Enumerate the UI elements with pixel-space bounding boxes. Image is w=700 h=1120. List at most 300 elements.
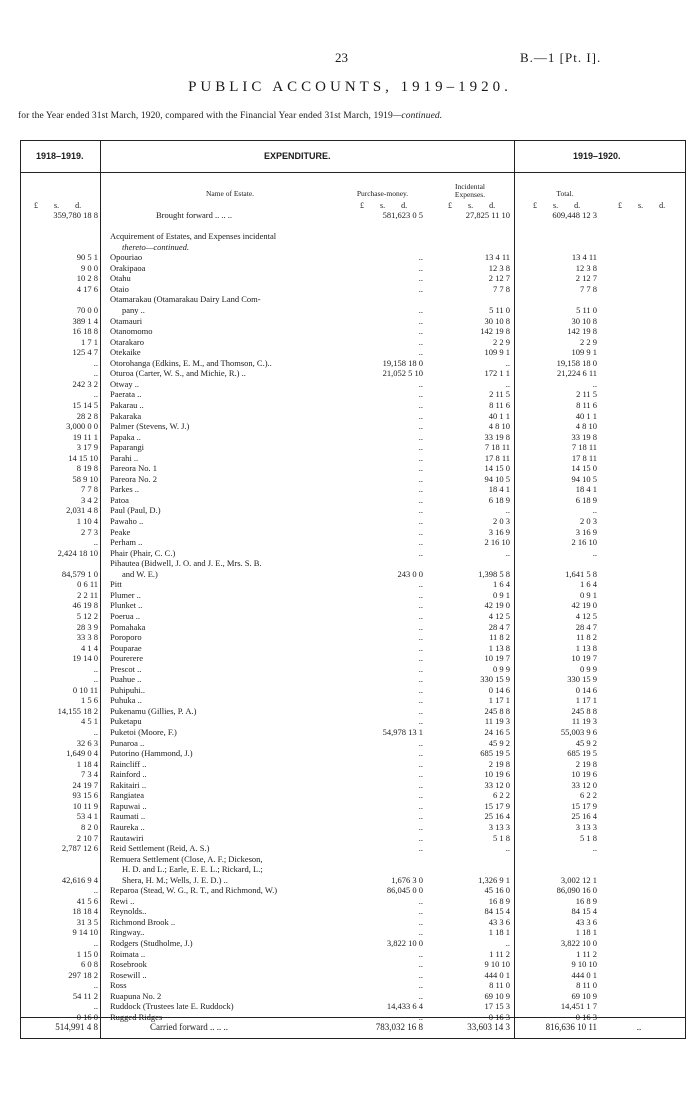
subtitle-text: for the Year ended 31st March, 1920, compared with the Financial Year ended 31st March, 1919 bbox=[18, 111, 393, 121]
cell-pm: .. bbox=[418, 273, 423, 284]
table-row bbox=[0, 790, 700, 801]
cell-pm: .. bbox=[418, 304, 423, 315]
cell-tot: 15 17 9 bbox=[571, 800, 597, 811]
cell-name: Rewi .. bbox=[110, 895, 135, 906]
cell-name: Poerua .. bbox=[110, 610, 140, 621]
table-row bbox=[0, 569, 700, 580]
cell-ie: 7 7 8 bbox=[493, 283, 510, 294]
cell-name: Rautawiri bbox=[110, 832, 144, 843]
cell-pm: 54,978 13 1 bbox=[382, 727, 423, 737]
cell-prev: 2,787 12 6 bbox=[61, 843, 98, 853]
cell-name: Perham .. bbox=[110, 537, 143, 547]
cell-name: Orakipaoa bbox=[110, 262, 146, 273]
table-row bbox=[0, 463, 700, 474]
cell-name: Punaroa .. bbox=[110, 737, 145, 748]
cell-ie: .. bbox=[505, 843, 510, 853]
table-row bbox=[0, 917, 700, 928]
cell-pm: .. bbox=[418, 895, 423, 906]
cell-name: Rugged Ridges bbox=[110, 1011, 163, 1022]
cell-ie: 45 9 2 bbox=[488, 737, 510, 748]
cell-pm: .. bbox=[418, 906, 423, 917]
table-row bbox=[0, 558, 700, 569]
table-row bbox=[0, 959, 700, 970]
cell-pm: .. bbox=[418, 663, 423, 674]
cell-pm: .. bbox=[418, 821, 423, 832]
cell-ie: 84 15 4 bbox=[484, 906, 510, 917]
cell-tot: 6 18 9 bbox=[575, 494, 597, 505]
table-row bbox=[0, 242, 700, 253]
table-row bbox=[0, 337, 700, 348]
cell-prev: 41 5 6 bbox=[76, 895, 98, 906]
table-row bbox=[0, 442, 700, 453]
cell-tot: 43 3 6 bbox=[575, 916, 597, 927]
cell-name: Plumer .. bbox=[110, 589, 141, 600]
table-row bbox=[0, 653, 700, 664]
cell-tot: 5 11 0 bbox=[576, 304, 597, 315]
cell-prev: 5 12 2 bbox=[76, 610, 98, 621]
cell-prev: 9 14 10 bbox=[72, 927, 98, 938]
table-row bbox=[0, 643, 700, 654]
page-number: 23 bbox=[335, 50, 348, 65]
table-row bbox=[0, 622, 700, 633]
cell-ie: 1 6 4 bbox=[493, 579, 510, 590]
cell-pm: .. bbox=[418, 537, 423, 547]
carried-prev: 514,991 4 8 bbox=[55, 1022, 98, 1032]
cell-pm: .. bbox=[418, 779, 423, 790]
cell-name: Otamauri bbox=[110, 315, 143, 326]
cell-name: Otaio bbox=[110, 283, 129, 294]
cell-prev: 4 1 4 bbox=[81, 642, 98, 653]
cell-ie: 0 9 9 bbox=[493, 663, 510, 674]
cell-name: Pihautea (Bidwell, J. O. and J. E., Mrs. S. B. bbox=[110, 558, 262, 569]
cell-pm: .. bbox=[418, 1011, 423, 1022]
cell-ie: 2 2 9 bbox=[493, 336, 510, 347]
subtitle-suffix: —continued. bbox=[392, 111, 443, 121]
cell-pm: .. bbox=[418, 758, 423, 769]
cell-ie: .. bbox=[505, 505, 510, 516]
cell-pm: .. bbox=[418, 927, 423, 938]
cell-pm: .. bbox=[418, 632, 423, 642]
cell-prev: 1 7 1 bbox=[81, 336, 98, 347]
cell-ie: 2 0 3 bbox=[493, 516, 510, 526]
table-row bbox=[0, 347, 700, 358]
cell-pm: .. bbox=[418, 336, 423, 347]
cell-tot: 40 1 1 bbox=[575, 410, 597, 421]
table-row bbox=[0, 885, 700, 896]
cell-name: Pomahaka bbox=[110, 621, 146, 632]
cell-name: Pourerere bbox=[110, 653, 144, 664]
cell-tot: 2 11 5 bbox=[576, 389, 597, 400]
table-row bbox=[0, 537, 700, 548]
table-row bbox=[0, 833, 700, 844]
cell-ie: 4 12 5 bbox=[488, 610, 510, 621]
cell-ie: 1 18 1 bbox=[488, 927, 510, 938]
cell-ie: 0 9 1 bbox=[493, 589, 510, 600]
cell-name: Poroporo bbox=[110, 632, 142, 642]
cell-pm: .. bbox=[418, 589, 423, 600]
cell-ie: 13 4 11 bbox=[484, 252, 510, 263]
cell-name: Oturoa (Carter, W. S., and Michie, R.) .. bbox=[110, 368, 246, 379]
cell-name: and W. E.) bbox=[122, 568, 158, 579]
cell-prev: .. bbox=[93, 368, 98, 379]
cell-pm: .. bbox=[418, 315, 423, 326]
cell-ie: 2 12 7 bbox=[488, 273, 510, 284]
cell-tot: 0 14 6 bbox=[575, 684, 597, 695]
cell-pm: .. bbox=[418, 494, 423, 505]
cell-prev: 9 0 0 bbox=[81, 262, 98, 273]
table-row bbox=[0, 949, 700, 960]
cell-ie: 172 1 1 bbox=[484, 368, 510, 379]
unit-prev: £ s. d. bbox=[34, 201, 82, 210]
table-row bbox=[0, 632, 700, 643]
cell-tot: .. bbox=[592, 843, 597, 853]
cell-ie: 42 19 0 bbox=[484, 600, 510, 611]
cell-tot: 1,641 5 8 bbox=[565, 568, 597, 579]
cell-pm: .. bbox=[418, 252, 423, 263]
cell-tot: 12 3 8 bbox=[575, 262, 597, 273]
table-row bbox=[0, 664, 700, 675]
cell-pm: .. bbox=[418, 262, 423, 273]
cell-ie: 28 4 7 bbox=[488, 621, 510, 632]
carried-current: .. bbox=[636, 1022, 642, 1032]
cell-tot: 7 18 11 bbox=[571, 442, 597, 453]
cell-name: Pakaraka bbox=[110, 410, 142, 421]
carried-incidental: 33,603 14 3 bbox=[467, 1022, 510, 1032]
cell-ie: 8 11 0 bbox=[489, 980, 510, 991]
cell-tot: 19,158 18 0 bbox=[556, 357, 597, 368]
cell-ie: 2 16 10 bbox=[484, 537, 510, 547]
table-row bbox=[0, 231, 700, 242]
carried-purchase: 783,032 16 8 bbox=[375, 1022, 423, 1032]
cell-name: Reid Settlement (Reid, A. S.) bbox=[110, 843, 210, 853]
cell-name: Otarakaro bbox=[110, 336, 144, 347]
cell-ie: 5 11 0 bbox=[489, 304, 510, 315]
table-row bbox=[0, 453, 700, 464]
cell-pm: 3,822 10 0 bbox=[386, 938, 423, 948]
table-row bbox=[0, 305, 700, 316]
cell-pm: .. bbox=[418, 642, 423, 653]
cell-name: Palmer (Stevens, W. J.) bbox=[110, 421, 190, 431]
cell-name: Rosewill .. bbox=[110, 969, 147, 980]
cell-tot: 7 7 8 bbox=[580, 283, 597, 294]
table-row bbox=[0, 421, 700, 432]
cell-name: Otahu bbox=[110, 273, 131, 284]
cell-prev: 0 16 0 bbox=[76, 1011, 98, 1022]
col-header-purchase: Purchase-money. bbox=[356, 189, 409, 198]
cell-tot: 2 16 10 bbox=[571, 537, 597, 547]
table-row bbox=[0, 527, 700, 538]
cell-pm: .. bbox=[418, 737, 423, 748]
cell-name: Opouriao bbox=[110, 252, 143, 263]
cell-name: Rosebrook bbox=[110, 959, 147, 970]
table-row bbox=[0, 927, 700, 938]
cell-tot: 142 19 8 bbox=[567, 326, 597, 337]
cell-prev: 15 14 5 bbox=[72, 399, 98, 410]
cell-ie: 2 11 5 bbox=[489, 389, 510, 400]
cell-name: Puhuka .. bbox=[110, 695, 142, 706]
cell-ie: 9 10 10 bbox=[484, 959, 510, 970]
cell-name: Rapuwai .. bbox=[110, 800, 147, 811]
table-row bbox=[0, 801, 700, 812]
cell-name: Otorohanga (Edkins, E. M., and Thomson, C.).. bbox=[110, 357, 272, 368]
cell-tot: 1 11 2 bbox=[576, 948, 597, 959]
table-row bbox=[0, 284, 700, 295]
cell-pm: .. bbox=[418, 421, 423, 431]
cell-tot: 86,090 16 0 bbox=[556, 885, 597, 896]
table-row bbox=[0, 896, 700, 907]
cell-prev: .. bbox=[93, 885, 98, 896]
cell-name: H. D. and L.; Earle, E. E. L.; Rickard, L.; bbox=[122, 864, 263, 875]
cell-name: thereto—continued. bbox=[122, 241, 189, 252]
cell-prev: 6 0 8 bbox=[81, 959, 98, 970]
cell-pm: .. bbox=[418, 610, 423, 621]
cell-name: Parkes .. bbox=[110, 484, 140, 495]
cell-prev: 28 3 9 bbox=[76, 621, 98, 632]
cell-name: Otekaike bbox=[110, 347, 141, 358]
table-row bbox=[0, 411, 700, 422]
cell-name: Rodgers (Studholme, J.) bbox=[110, 938, 193, 948]
cell-ie: .. bbox=[505, 547, 510, 558]
cell-ie: 33 19 8 bbox=[484, 431, 510, 442]
unit-current: £ s. d. bbox=[618, 201, 666, 210]
cell-prev: 14 15 10 bbox=[68, 452, 98, 463]
cell-name: Parahi .. bbox=[110, 452, 139, 463]
cell-prev: 1,649 0 4 bbox=[66, 748, 98, 759]
cell-ie: 6 2 2 bbox=[493, 790, 510, 801]
cell-pm: .. bbox=[418, 653, 423, 664]
table-row bbox=[0, 685, 700, 696]
table-row bbox=[0, 1001, 700, 1012]
cell-tot: 14 15 0 bbox=[571, 463, 597, 474]
cell-tot: 2 0 3 bbox=[580, 516, 597, 526]
cell-prev: 46 19 8 bbox=[72, 600, 98, 611]
header-section: EXPENDITURE. bbox=[264, 151, 331, 161]
cell-name: Plunket .. bbox=[110, 600, 143, 611]
cell-tot: 1 13 8 bbox=[575, 642, 597, 653]
cell-prev: 2 2 11 bbox=[77, 589, 98, 600]
cell-tot: 1 18 1 bbox=[575, 927, 597, 938]
col-header-name: Name of Estate. bbox=[205, 189, 255, 198]
table-row bbox=[0, 505, 700, 516]
cell-ie: 109 9 1 bbox=[484, 347, 510, 358]
table-row bbox=[0, 769, 700, 780]
cell-ie: 30 10 8 bbox=[484, 315, 510, 326]
table-row bbox=[0, 548, 700, 559]
cell-tot: 25 16 4 bbox=[571, 811, 597, 822]
cell-pm: .. bbox=[418, 832, 423, 843]
table-row bbox=[0, 822, 700, 833]
table-row bbox=[0, 495, 700, 506]
cell-prev: 297 18 2 bbox=[68, 969, 98, 980]
cell-prev: 1 15 0 bbox=[76, 948, 98, 959]
cell-tot: 4 12 5 bbox=[575, 610, 597, 621]
cell-prev: 93 15 6 bbox=[72, 790, 98, 801]
cell-tot: 11 8 2 bbox=[576, 632, 597, 642]
table-row bbox=[0, 368, 700, 379]
cell-name: Puhipuhi.. bbox=[110, 684, 145, 695]
cell-pm: .. bbox=[418, 769, 423, 780]
cell-prev: 2,424 18 10 bbox=[57, 547, 98, 558]
cell-tot: 69 10 9 bbox=[571, 990, 597, 1001]
carried-label: Carried forward .. .. .. bbox=[150, 1022, 228, 1032]
cell-pm: .. bbox=[418, 948, 423, 959]
cell-prev: 3 4 2 bbox=[81, 494, 98, 505]
cell-ie: 10 19 6 bbox=[484, 769, 510, 780]
cell-tot: .. bbox=[592, 378, 597, 389]
cell-tot: 1 6 4 bbox=[580, 579, 597, 590]
cell-tot: 330 15 9 bbox=[567, 674, 597, 685]
cell-ie: 69 10 9 bbox=[484, 990, 510, 1001]
cell-pm: .. bbox=[418, 990, 423, 1001]
cell-prev: 2 7 3 bbox=[81, 526, 98, 537]
cell-prev: 4 17 6 bbox=[76, 283, 98, 294]
cell-pm: .. bbox=[418, 442, 423, 453]
col-header-incidental: Incidental Expenses. bbox=[454, 182, 486, 199]
cell-name: Patoa bbox=[110, 494, 129, 505]
unit-purchase: £ s. d. bbox=[360, 201, 408, 210]
table-row bbox=[0, 706, 700, 717]
cell-name: Prescot .. bbox=[110, 663, 142, 674]
cell-prev: 32 6 3 bbox=[76, 737, 98, 748]
cell-tot: 18 4 1 bbox=[575, 484, 597, 495]
cell-prev: 359,780 18 8 bbox=[53, 210, 98, 220]
cell-prev: 0 6 11 bbox=[77, 579, 98, 590]
cell-ie: .. bbox=[505, 378, 510, 389]
table-row bbox=[0, 221, 700, 232]
table-row bbox=[0, 716, 700, 727]
cell-ie: 11 19 3 bbox=[484, 716, 510, 727]
cell-ie: 7 18 11 bbox=[484, 442, 510, 453]
table-row bbox=[0, 579, 700, 590]
cell-tot: 14,451 1 7 bbox=[560, 1001, 597, 1012]
cell-prev: 1 10 4 bbox=[76, 516, 98, 526]
cell-name: Pareora No. 1 bbox=[110, 463, 157, 474]
cell-ie: 1 17 1 bbox=[488, 695, 510, 706]
cell-pm: .. bbox=[418, 790, 423, 801]
cell-ie: 1 13 8 bbox=[488, 642, 510, 653]
cell-pm: .. bbox=[418, 579, 423, 590]
table-row bbox=[0, 980, 700, 991]
cell-prev: 7 7 8 bbox=[81, 484, 98, 495]
table-row bbox=[0, 516, 700, 527]
cell-prev: .. bbox=[93, 389, 98, 400]
cell-name: Pareora No. 2 bbox=[110, 473, 157, 484]
cell-prev: 90 5 1 bbox=[76, 252, 98, 263]
cell-prev: 242 3 2 bbox=[72, 378, 98, 389]
cell-prev: .. bbox=[93, 938, 98, 948]
cell-ie: 94 10 5 bbox=[484, 473, 510, 484]
cell-tot: 11 19 3 bbox=[571, 716, 597, 727]
cell-pm: .. bbox=[418, 547, 423, 558]
table-row bbox=[0, 316, 700, 327]
cell-tot: 3,822 10 0 bbox=[560, 938, 597, 948]
cell-ie: 33 12 0 bbox=[484, 779, 510, 790]
cell-prev: 3,000 0 0 bbox=[66, 421, 98, 431]
cell-tot: 84 15 4 bbox=[571, 906, 597, 917]
cell-tot: 0 16 3 bbox=[575, 1011, 597, 1022]
cell-ie: 1 11 2 bbox=[489, 948, 510, 959]
cell-ie: 6 18 9 bbox=[488, 494, 510, 505]
cell-prev: 2 10 7 bbox=[76, 832, 98, 843]
cell-name: Paul (Paul, D.) bbox=[110, 505, 161, 516]
cell-prev: .. bbox=[93, 674, 98, 685]
table-row bbox=[0, 326, 700, 337]
cell-prev: 84,579 1 0 bbox=[61, 568, 98, 579]
cell-pm: .. bbox=[418, 684, 423, 695]
cell-tot: 245 8 8 bbox=[571, 705, 597, 716]
cell-prev: 31 3 5 bbox=[76, 916, 98, 927]
table-row bbox=[0, 210, 700, 221]
cell-ie: 11 8 2 bbox=[489, 632, 510, 642]
table-row bbox=[0, 611, 700, 622]
cell-ie: 27,825 11 10 bbox=[465, 210, 510, 220]
cell-tot: 6 2 2 bbox=[580, 790, 597, 801]
cell-name: Ringway.. bbox=[110, 927, 145, 938]
cell-ie: 685 19 5 bbox=[480, 748, 510, 759]
table-row bbox=[0, 970, 700, 981]
cell-ie: 10 19 7 bbox=[484, 653, 510, 664]
table-row bbox=[0, 474, 700, 485]
cell-name: Raincliff .. bbox=[110, 758, 147, 769]
table-row bbox=[0, 727, 700, 738]
cell-pm: .. bbox=[418, 600, 423, 611]
page-subtitle bbox=[18, 111, 442, 121]
cell-name: Pouparae bbox=[110, 642, 142, 653]
cell-tot: 45 9 2 bbox=[575, 737, 597, 748]
cell-prev: 58 9 10 bbox=[72, 473, 98, 484]
cell-prev: 10 11 9 bbox=[72, 800, 98, 811]
cell-prev: 14,155 18 2 bbox=[57, 705, 98, 716]
cell-ie: 17 15 3 bbox=[484, 1001, 510, 1012]
cell-name: pany .. bbox=[122, 304, 145, 315]
cell-tot: 685 19 5 bbox=[567, 748, 597, 759]
table-row bbox=[0, 252, 700, 263]
cell-tot: 28 4 7 bbox=[575, 621, 597, 632]
cell-name: Ross bbox=[110, 980, 127, 991]
cell-name: Papaka .. bbox=[110, 431, 141, 442]
cell-prev: 1 18 4 bbox=[76, 758, 98, 769]
cell-prev: .. bbox=[93, 537, 98, 547]
cell-name: Pukenamu (Gillies, P. A.) bbox=[110, 705, 197, 716]
cell-name: Acquirement of Estates, and Expenses incidental bbox=[110, 231, 277, 242]
cell-prev: 125 4 7 bbox=[72, 347, 98, 358]
cell-name: Peake bbox=[110, 526, 131, 537]
cell-tot: 10 19 6 bbox=[571, 769, 597, 780]
cell-tot: 10 19 7 bbox=[571, 653, 597, 664]
cell-name: Puketapu bbox=[110, 716, 142, 727]
table-row bbox=[0, 854, 700, 865]
cell-prev: .. bbox=[93, 663, 98, 674]
cell-ie: 4 8 10 bbox=[488, 421, 510, 431]
table-row bbox=[0, 843, 700, 854]
cell-pm: .. bbox=[418, 484, 423, 495]
table-row bbox=[0, 811, 700, 822]
cell-name: Ruapuna No. 2 bbox=[110, 990, 162, 1001]
cell-prev: 2,031 4 8 bbox=[66, 505, 98, 516]
cell-name: Paerata .. bbox=[110, 389, 142, 400]
cell-prev: 4 5 1 bbox=[81, 716, 98, 727]
cell-pm: .. bbox=[418, 526, 423, 537]
cell-name: Rangiatea bbox=[110, 790, 144, 801]
cell-tot: 21,224 6 11 bbox=[556, 368, 597, 379]
cell-pm: .. bbox=[418, 326, 423, 337]
table-row bbox=[0, 600, 700, 611]
cell-ie: 15 17 9 bbox=[484, 800, 510, 811]
cell-tot: 3 13 3 bbox=[575, 821, 597, 832]
cell-prev: 18 18 4 bbox=[72, 906, 98, 917]
cell-name: Ruddock (Trustees late E. Ruddock) bbox=[110, 1001, 234, 1012]
cell-name: Puahue .. bbox=[110, 674, 142, 685]
